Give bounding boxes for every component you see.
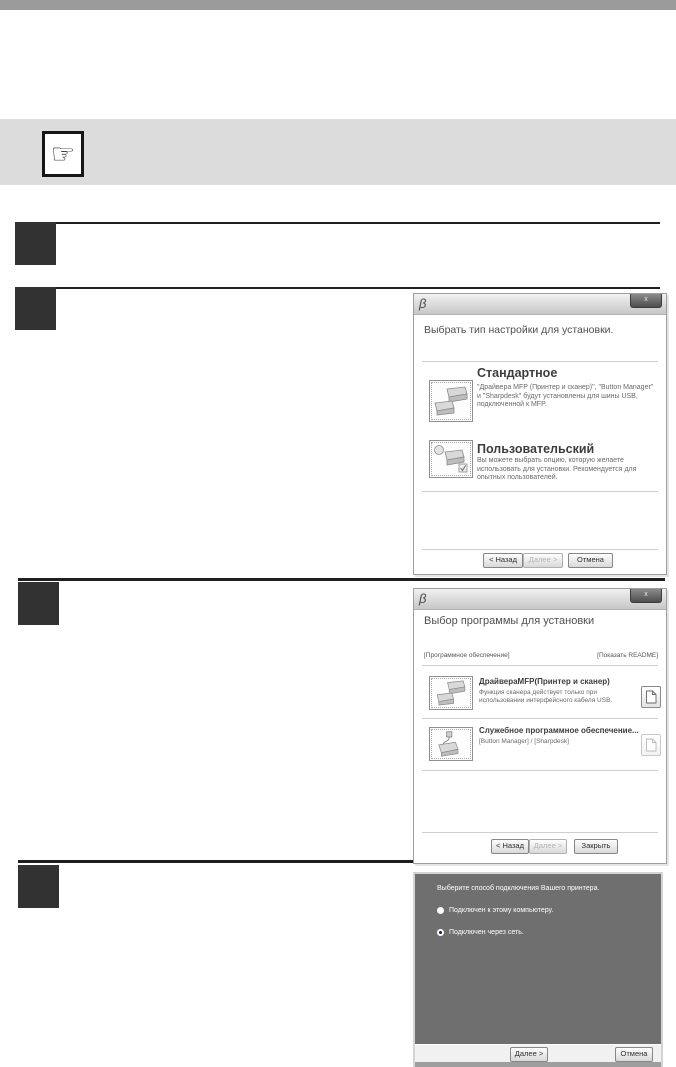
- separator: [422, 549, 658, 550]
- back-button[interactable]: < Назад: [491, 839, 529, 854]
- option-custom-desc: Вы можете выбрать опцию, которую желаете использовать для установки. Рекомендуется для опытных пользователей.: [477, 457, 637, 481]
- mfp-driver-icon[interactable]: [429, 676, 473, 710]
- radio-connected-to-computer[interactable]: [437, 907, 553, 914]
- radio-label: Подключен через сеть.: [449, 929, 524, 936]
- driver-item-desc: Функция сканера действует только при использовании интерфейсного кабеля USB.: [479, 689, 613, 704]
- setup-type-titlebar[interactable]: [414, 294, 666, 315]
- close-icon[interactable]: x: [630, 589, 662, 603]
- page-header-bar: [0, 0, 676, 10]
- readme-doc-icon[interactable]: [641, 686, 661, 708]
- setup-type-dialog: [413, 293, 667, 575]
- utility-item-desc: [Button Manager] / [Sharpdesk]: [479, 738, 569, 745]
- separator: [422, 770, 658, 771]
- cancel-button[interactable]: Отмена: [568, 553, 613, 568]
- custom-setup-icon: [429, 440, 473, 478]
- cancel-button[interactable]: Отмена: [615, 1047, 653, 1062]
- wizard-bottom-strip: [415, 1062, 661, 1067]
- utility-software-icon[interactable]: [429, 727, 473, 761]
- option-standard-desc: "Драйвера MFP (Принтер и сканер)", "Button Manager" и "Sharpdesk" будут установлены для шины USB, подключенной к MFP.: [477, 384, 654, 408]
- pointing-hand-icon: [42, 131, 84, 177]
- dialog-heading: Выбрать тип настройки для установки.: [424, 324, 614, 336]
- pointing-hand-glyph: ☞: [50, 138, 76, 170]
- driver-item-title[interactable]: ДрайвераMFP(Принтер и сканер): [479, 677, 610, 686]
- close-button[interactable]: Закрыть: [574, 839, 618, 854]
- dialog-heading: Выбор программы для установки: [424, 615, 595, 627]
- software-list-label: [Программное обеспечение]: [424, 652, 510, 659]
- step-3-marker: [18, 582, 59, 625]
- next-button[interactable]: Далее >: [510, 1047, 548, 1062]
- separator: [422, 361, 658, 362]
- option-standard-title[interactable]: Стандартное: [477, 366, 558, 380]
- printer-devices-icon: [429, 380, 473, 422]
- utility-item-title[interactable]: Служебное программное обеспечение...: [479, 726, 639, 735]
- close-icon[interactable]: x: [630, 294, 662, 308]
- radio-label: Подключен к этому компьютеру.: [449, 907, 554, 914]
- dialog-heading: Выберите способ подключения Вашего принтера.: [437, 885, 600, 892]
- separator: [422, 491, 658, 492]
- step-2-rule: [15, 287, 660, 289]
- radio-connected-via-network[interactable]: [437, 929, 524, 936]
- separator: [422, 832, 658, 833]
- step-4-marker: [18, 865, 59, 908]
- step-1-marker: [15, 222, 56, 265]
- show-readme-label[interactable]: [Показать README]: [597, 652, 658, 659]
- radio-icon[interactable]: [437, 929, 444, 936]
- step-1-rule: [15, 222, 660, 224]
- step-3-rule: [18, 578, 665, 581]
- separator: [422, 718, 658, 719]
- readme-doc-icon[interactable]: [641, 734, 661, 756]
- separator: [422, 665, 658, 666]
- radio-icon[interactable]: [437, 907, 444, 914]
- step-2-marker: [15, 287, 56, 330]
- software-select-titlebar[interactable]: [414, 589, 666, 610]
- software-select-dialog: [413, 588, 667, 864]
- installer-icon: β: [419, 591, 427, 606]
- next-button[interactable]: Далее >: [523, 553, 563, 568]
- back-button[interactable]: < Назад: [483, 553, 523, 568]
- connection-dialog: [413, 872, 663, 1067]
- wizard-button-bar: [415, 1044, 661, 1063]
- installer-icon: β: [419, 296, 427, 311]
- note-box: [0, 119, 676, 185]
- option-custom-title[interactable]: Пользовательский: [477, 442, 595, 456]
- next-button[interactable]: Далее >: [529, 839, 567, 854]
